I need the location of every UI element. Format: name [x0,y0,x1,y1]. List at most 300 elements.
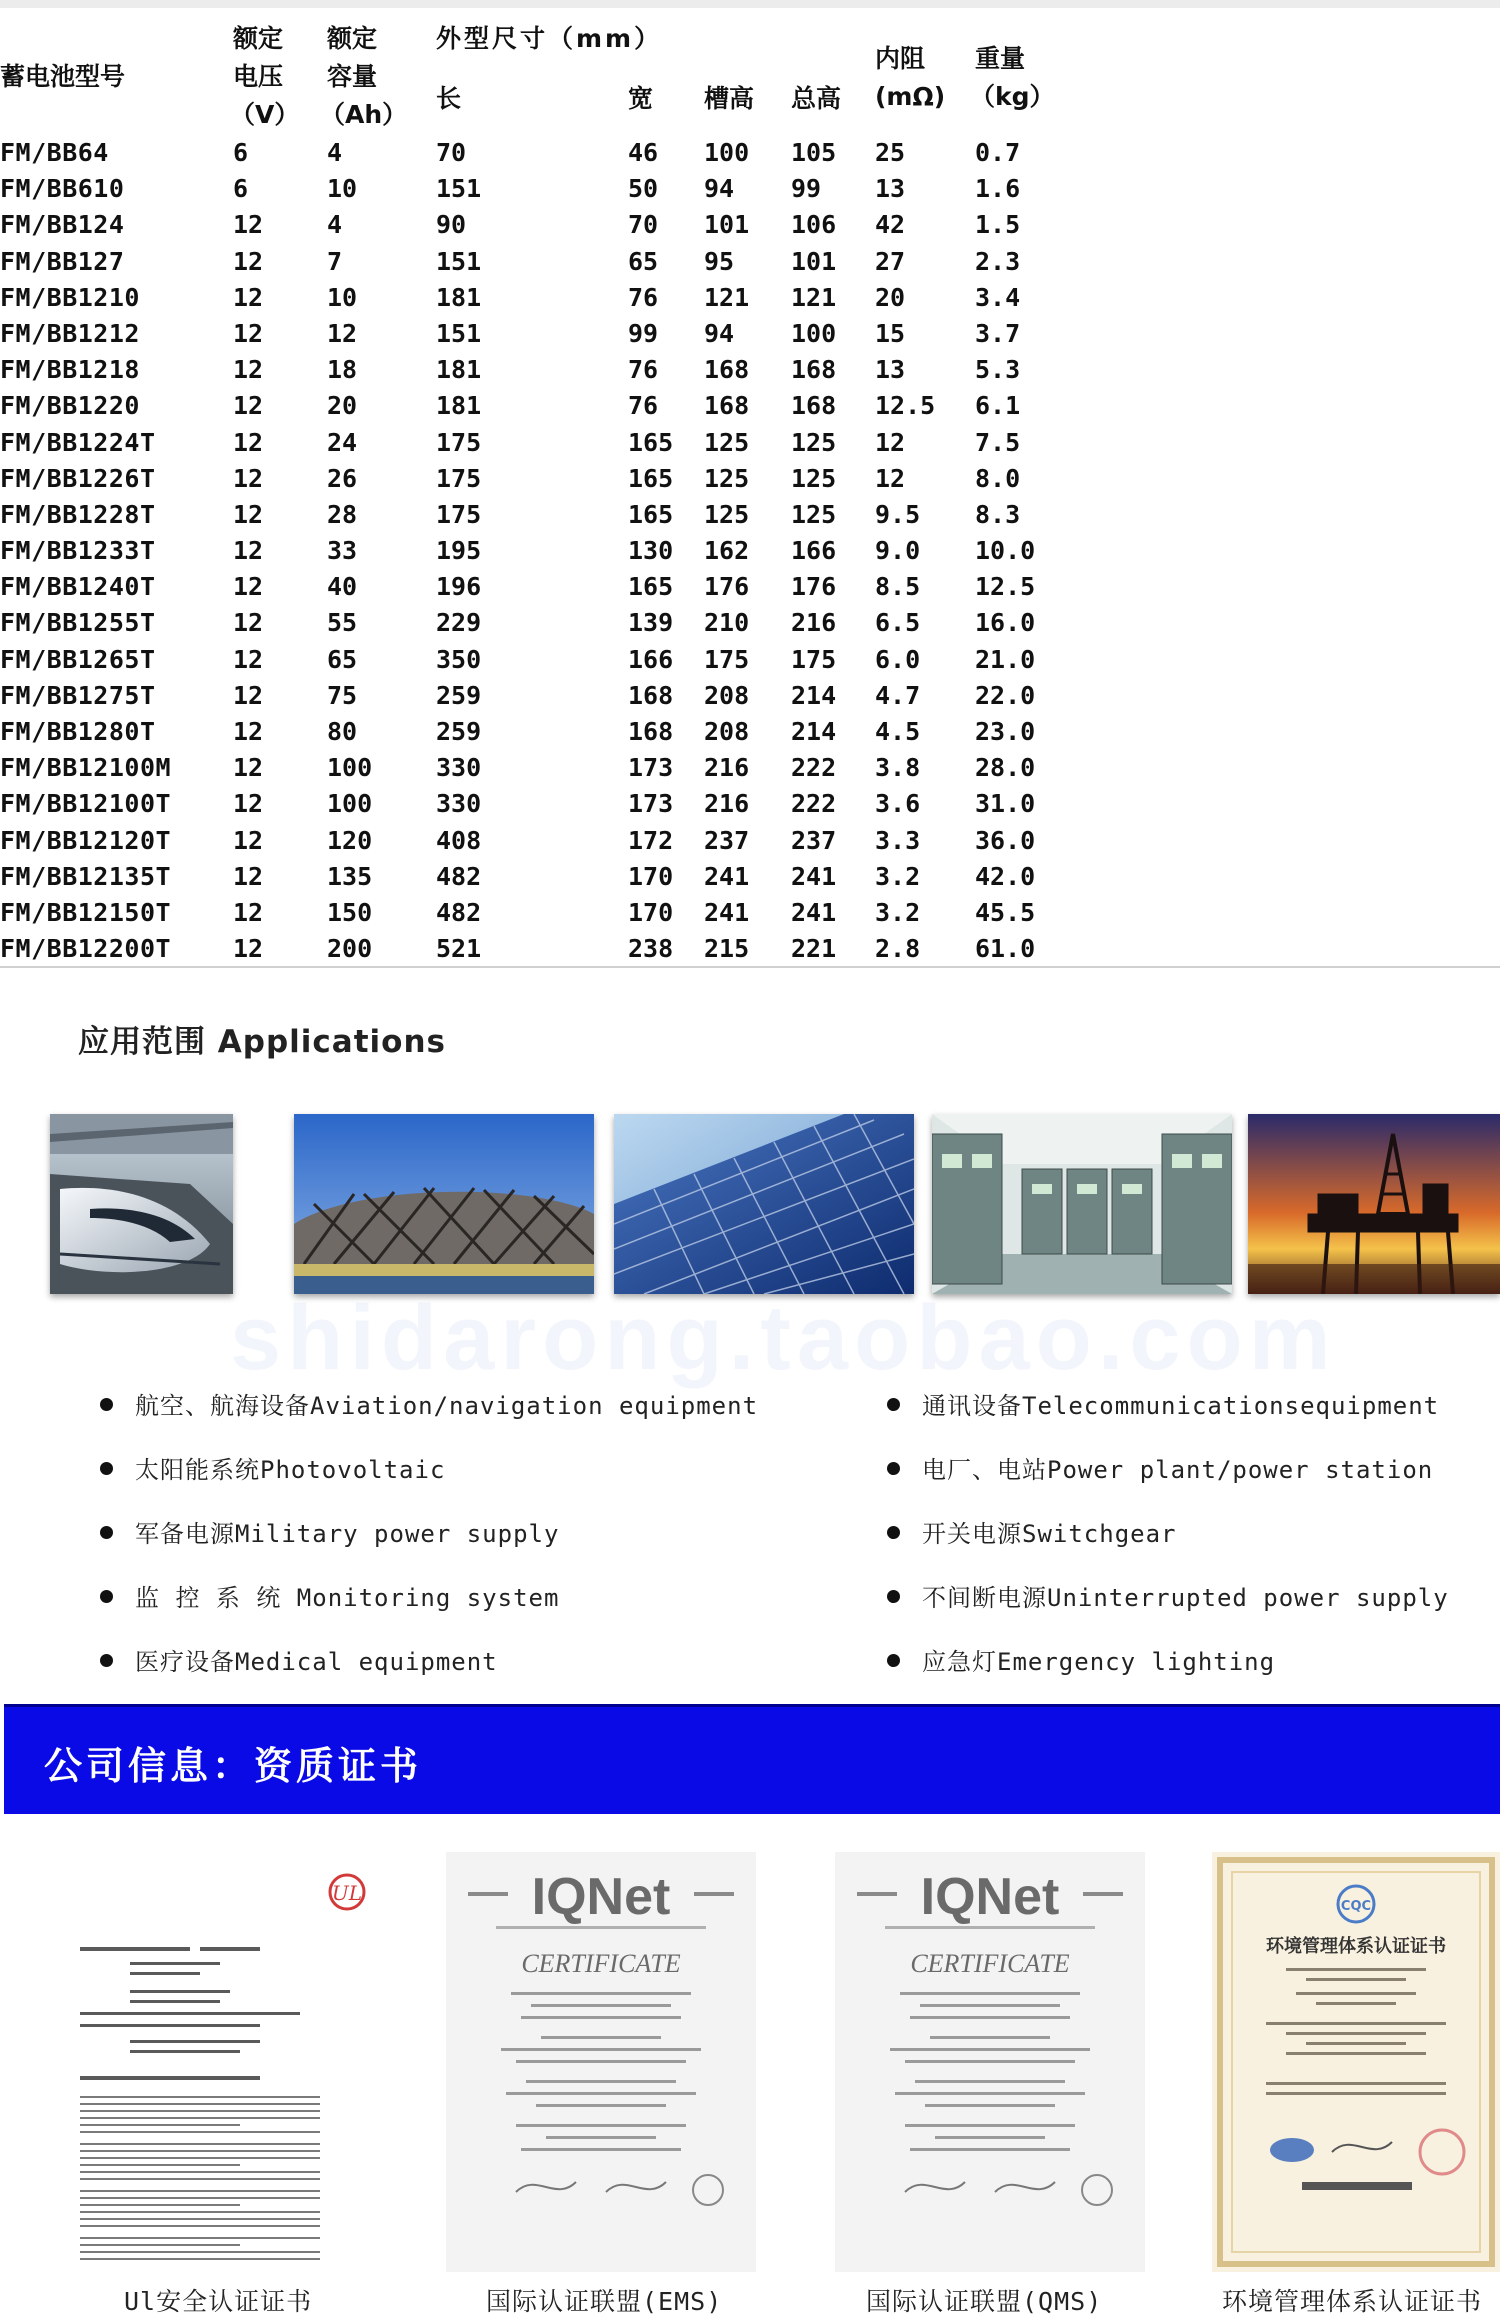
total-height-cell: 176 [791,572,837,602]
model-cell: FM/BB1218 [0,355,140,385]
table-row [0,859,1100,895]
header-voltage-line1: 额定 [233,24,284,53]
table-row [0,352,1100,388]
capacity-cell: 10 [327,282,358,312]
slot-height-cell: 162 [704,536,750,566]
capacity-cell: 18 [327,355,358,385]
certificate-iqnet-ems [446,1852,756,2272]
total-height-cell: 216 [791,608,837,638]
weight-cell: 8.0 [975,463,1021,493]
slot-height-cell: 210 [704,608,750,638]
capacity-cell: 33 [327,536,358,566]
applications-section [0,966,1500,1706]
width-cell: 76 [628,355,659,385]
total-height-cell: 222 [791,753,837,783]
resistance-cell: 3.2 [875,897,921,927]
width-cell: 165 [628,463,674,493]
weight-cell: 1.5 [975,210,1021,240]
total-height-cell: 125 [791,499,837,529]
header-weight: 重量 [975,44,1026,73]
app-item-switchgear: 开关电源Switchgear [887,1514,1177,1549]
model-cell: FM/BB1212 [0,318,140,348]
app-item-emergency-lighting: 应急灯Emergency lighting [887,1642,1275,1677]
weight-cell: 3.7 [975,318,1021,348]
table-row [0,786,1100,822]
applications-title: 应用范围 Applications [78,1024,446,1060]
model-cell: FM/BB610 [0,174,125,204]
resistance-cell: 4.7 [875,680,921,710]
photo-solar-panel [614,1114,914,1294]
resistance-cell: 3.6 [875,789,921,819]
capacity-cell: 40 [327,572,358,602]
slot-height-cell: 241 [704,897,750,927]
total-height-cell: 100 [791,318,837,348]
model-cell: FM/BB124 [0,210,125,240]
model-cell: FM/BB1226T [0,463,156,493]
photo-switchgear-room [932,1114,1232,1294]
model-cell: FM/BB1280T [0,717,156,746]
total-height-cell: 241 [791,897,837,927]
app-item-ups: 不间断电源Uninterrupted power supply [887,1578,1449,1613]
bullet-icon [100,1590,113,1603]
header-resistance: 内阻 [875,44,926,73]
slot-height-cell: 100 [704,138,750,167]
slot-height-cell: 175 [704,644,750,674]
slot-height-cell: 216 [704,789,750,819]
model-cell: FM/BB1240T [0,572,156,602]
model-cell: FM/BB1233T [0,536,156,566]
certificate-heading: CERTIFICATE [521,1949,681,1978]
total-height-cell: 101 [791,246,837,276]
model-cell: FM/BB1220 [0,391,140,421]
voltage-cell: 12 [233,572,264,602]
voltage-cell: 12 [233,355,264,385]
width-cell: 170 [628,897,674,927]
model-cell: FM/BB1224T [0,427,156,457]
resistance-cell: 13 [875,355,906,385]
weight-cell: 45.5 [975,897,1036,927]
signature-icon [995,2182,1055,2192]
width-cell: 76 [628,282,659,312]
table-row [0,425,1100,461]
length-cell: 181 [436,282,482,312]
width-cell: 65 [628,246,659,276]
table-row [0,171,1100,207]
table-row [0,895,1100,931]
length-cell: 175 [436,499,482,529]
voltage-cell: 12 [233,897,264,927]
slot-height-cell: 101 [704,210,750,240]
app-item-medical: 医疗设备Medical equipment [100,1642,498,1677]
length-cell: 181 [436,391,482,421]
total-height-cell: 125 [791,427,837,457]
app-item-telecom: 通讯设备Telecommunicationsequipment [887,1386,1439,1421]
model-cell: FM/BB1255T [0,608,156,638]
bullet-icon [887,1654,900,1667]
length-cell: 151 [436,318,482,348]
weight-cell: 7.5 [975,427,1021,457]
voltage-cell: 12 [233,391,264,421]
voltage-cell: 6 [233,174,249,204]
width-cell: 50 [628,174,659,204]
resistance-cell: 3.3 [875,825,921,855]
header-slot-height: 槽高 [704,84,755,113]
certificate-cqc-environmental [1212,1852,1500,2272]
model-cell: FM/BB12100M [0,753,172,783]
model-cell: FM/BB64 [0,138,109,167]
header-resistance-unit: (mΩ) [875,82,946,111]
weight-cell: 61.0 [975,934,1036,964]
table-row [0,750,1100,786]
width-cell: 165 [628,499,674,529]
resistance-cell: 6.5 [875,608,921,638]
voltage-cell: 12 [233,318,264,348]
capacity-cell: 24 [327,427,358,457]
voltage-cell: 12 [233,282,264,312]
capacity-cell: 26 [327,463,358,493]
signature-icon [606,2182,666,2192]
slot-height-cell: 125 [704,427,750,457]
weight-cell: 3.4 [975,282,1021,312]
resistance-cell: 3.8 [875,753,921,783]
company-info-banner [4,1704,1500,1817]
slot-height-cell: 237 [704,825,750,855]
length-cell: 196 [436,572,482,602]
capacity-cell: 80 [327,717,358,746]
weight-cell: 10.0 [975,536,1036,566]
weight-cell: 6.1 [975,391,1021,421]
slot-height-cell: 125 [704,499,750,529]
width-cell: 165 [628,572,674,602]
width-cell: 172 [628,825,674,855]
bullet-icon [100,1398,113,1411]
resistance-cell: 12 [875,427,906,457]
header-capacity-line1: 额定 [327,24,378,53]
slot-height-cell: 95 [704,246,735,276]
length-cell: 482 [436,861,482,891]
weight-cell: 12.5 [975,572,1036,602]
width-cell: 130 [628,536,674,566]
app-item-monitoring: 监 控 系 统 Monitoring system [100,1578,559,1613]
slot-height-cell: 94 [704,318,735,348]
length-cell: 70 [436,138,467,167]
certificate-ul [70,1852,380,2272]
signature-icon [516,2182,576,2192]
cqc-seal-icon [693,2175,723,2205]
iqnet-logo-icon: IQNet [531,1868,671,1926]
app-item-photovoltaic: 太阳能系统Photovoltaic [100,1450,445,1485]
total-height-cell: 241 [791,861,837,891]
voltage-cell: 12 [233,753,264,783]
app-item-military: 军备电源Military power supply [100,1514,559,1549]
width-cell: 168 [628,680,674,710]
width-cell: 165 [628,427,674,457]
certificates-section [0,1814,1500,2322]
app-item-power-plant: 电厂、电站Power plant/power station [887,1450,1433,1485]
header-voltage-line2: 电压 [233,62,284,91]
width-cell: 76 [628,391,659,421]
width-cell: 70 [628,210,659,240]
resistance-cell: 12.5 [875,391,936,421]
resistance-cell: 9.0 [875,536,921,566]
capacity-cell: 100 [327,789,373,819]
table-row [0,461,1100,497]
width-cell: 99 [628,318,659,348]
table-row [0,642,1100,678]
resistance-cell: 25 [875,138,906,167]
weight-cell: 42.0 [975,861,1036,891]
model-cell: FM/BB1228T [0,499,156,529]
voltage-cell: 12 [233,536,264,566]
voltage-cell: 6 [233,138,249,167]
iqnet-logo-icon: IQNet [920,1868,1060,1926]
weight-cell: 8.3 [975,499,1021,529]
bullet-icon [887,1398,900,1411]
slot-height-cell: 208 [704,680,750,710]
resistance-cell: 9.5 [875,499,921,529]
model-cell: FM/BB12120T [0,825,172,855]
length-cell: 181 [436,355,482,385]
length-cell: 175 [436,427,482,457]
certificate-iqnet-qms [835,1852,1145,2272]
capacity-cell: 100 [327,753,373,783]
voltage-cell: 12 [233,861,264,891]
model-cell: FM/BB12135T [0,861,172,891]
capacity-cell: 75 [327,680,358,710]
capacity-cell: 55 [327,608,358,638]
bullet-icon [100,1462,113,1475]
cqc-seal-icon [1082,2175,1112,2205]
width-cell: 168 [628,717,674,746]
certificate-heading: CERTIFICATE [910,1949,1070,1978]
table-row [0,280,1100,316]
total-height-cell: 121 [791,282,837,312]
total-height-cell: 214 [791,680,837,710]
slot-height-cell: 241 [704,861,750,891]
total-height-cell: 221 [791,934,837,964]
bullet-icon [100,1654,113,1667]
capacity-cell: 20 [327,391,358,421]
slot-height-cell: 215 [704,934,750,964]
voltage-cell: 12 [233,789,264,819]
header-length: 长 [436,84,462,113]
width-cell: 173 [628,789,674,819]
weight-cell: 23.0 [975,717,1036,746]
resistance-cell: 3.2 [875,861,921,891]
table-row [0,497,1100,533]
slot-height-cell: 121 [704,282,750,312]
length-cell: 259 [436,717,482,746]
length-cell: 350 [436,644,482,674]
photo-stadium [294,1114,594,1294]
length-cell: 521 [436,934,482,964]
capacity-cell: 4 [327,210,343,240]
watermark-text: shidarong.taobao.com [230,1287,1337,1389]
capacity-cell: 65 [327,644,358,674]
length-cell: 195 [436,536,482,566]
weight-cell: 0.7 [975,138,1021,167]
bullet-icon [887,1590,900,1603]
voltage-cell: 12 [233,825,264,855]
model-cell: FM/BB12100T [0,789,172,819]
table-row [0,823,1100,859]
table-row [0,678,1100,714]
voltage-cell: 12 [233,427,264,457]
capacity-cell: 135 [327,861,373,891]
capacity-cell: 4 [327,138,343,167]
weight-cell: 28.0 [975,753,1036,783]
width-cell: 238 [628,934,674,964]
iaf-logo-icon [1270,2138,1314,2162]
width-cell: 166 [628,644,674,674]
table-row [0,316,1100,352]
table-row [0,244,1100,280]
length-cell: 330 [436,753,482,783]
length-cell: 151 [436,246,482,276]
total-height-cell: 237 [791,825,837,855]
capacity-cell: 10 [327,174,358,204]
total-height-cell: 106 [791,210,837,240]
length-cell: 90 [436,210,467,240]
header-model: 蓄电池型号 [0,62,126,91]
capacity-cell: 200 [327,934,373,964]
total-height-cell: 175 [791,644,837,674]
model-cell: FM/BB12150T [0,897,172,927]
resistance-cell: 27 [875,246,906,276]
header-width: 宽 [628,84,654,113]
table-row [0,135,1100,171]
red-seal-icon [1420,2130,1464,2174]
header-capacity-line2: 容量 [327,62,378,91]
length-cell: 229 [436,608,482,638]
weight-cell: 31.0 [975,789,1036,819]
voltage-cell: 12 [233,608,264,638]
total-height-cell: 166 [791,536,837,566]
voltage-cell: 12 [233,463,264,493]
voltage-cell: 12 [233,717,264,746]
total-height-cell: 222 [791,789,837,819]
certificate-caption-environmental: 环境管理体系认证证书 [1222,2287,1483,2316]
model-cell: FM/BB1265T [0,644,156,674]
capacity-cell: 150 [327,897,373,927]
header-voltage-unit: （V） [230,100,300,129]
weight-cell: 2.3 [975,246,1021,276]
weight-cell: 1.6 [975,174,1021,204]
width-cell: 170 [628,861,674,891]
resistance-cell: 42 [875,210,906,240]
length-cell: 259 [436,680,482,710]
resistance-cell: 15 [875,318,906,348]
certificate-caption-ems: 国际认证联盟(EMS) [486,2287,723,2316]
svg-text:CQC: CQC [1340,1899,1372,1914]
bullet-icon [887,1526,900,1539]
length-cell: 408 [436,825,482,855]
total-height-cell: 105 [791,138,837,167]
weight-cell: 21.0 [975,644,1036,674]
width-cell: 173 [628,753,674,783]
slot-height-cell: 216 [704,753,750,783]
width-cell: 139 [628,608,674,638]
weight-cell: 5.3 [975,355,1021,385]
table-row [0,605,1100,641]
header-weight-unit: （kg） [970,82,1055,111]
certificate-caption-ul: Ul安全认证证书 [124,2287,313,2316]
slot-height-cell: 125 [704,463,750,493]
ul-logo-icon: UL [331,1881,363,1905]
model-cell: FM/BB1275T [0,680,156,710]
total-height-cell: 214 [791,717,837,746]
slot-height-cell: 94 [704,174,735,204]
total-height-cell: 168 [791,355,837,385]
bullet-icon [887,1462,900,1475]
table-row [0,388,1100,424]
signature-icon [1332,2142,1392,2152]
length-cell: 175 [436,463,482,493]
header-total-height: 总高 [791,84,842,113]
weight-cell: 22.0 [975,680,1036,710]
weight-cell: 16.0 [975,608,1036,638]
photo-oil-rig-sunset [1248,1114,1500,1294]
capacity-cell: 7 [327,246,343,276]
total-height-cell: 125 [791,463,837,493]
voltage-cell: 12 [233,210,264,240]
model-cell: FM/BB12200T [0,934,172,964]
bullet-icon [100,1526,113,1539]
capacity-cell: 28 [327,499,358,529]
length-cell: 330 [436,789,482,819]
model-cell: FM/BB127 [0,246,125,276]
voltage-cell: 12 [233,644,264,674]
slot-height-cell: 208 [704,717,750,746]
voltage-cell: 12 [233,680,264,710]
resistance-cell: 6.0 [875,644,921,674]
resistance-cell: 20 [875,282,906,312]
resistance-cell: 4.5 [875,717,921,746]
voltage-cell: 12 [233,934,264,964]
photo-high-speed-train [50,1114,233,1294]
spec-table-body [0,135,1100,967]
certificate-caption-qms: 国际认证联盟(QMS) [866,2287,1103,2316]
model-cell: FM/BB1210 [0,282,140,312]
total-height-cell: 99 [791,174,822,204]
capacity-cell: 12 [327,318,358,348]
capacity-cell: 120 [327,825,373,855]
length-cell: 151 [436,174,482,204]
table-row [0,533,1100,569]
table-row [0,569,1100,605]
width-cell: 46 [628,138,659,167]
app-item-aviation: 航空、航海设备Aviation/navigation equipment [100,1386,758,1421]
slot-height-cell: 168 [704,391,750,421]
signature-icon [905,2182,965,2192]
slot-height-cell: 176 [704,572,750,602]
table-row [0,714,1100,750]
voltage-cell: 12 [233,246,264,276]
slot-height-cell: 168 [704,355,750,385]
battery-spec-table [0,0,1500,966]
resistance-cell: 12 [875,463,906,493]
header-dimensions-group: 外型尺寸（mm） [436,24,663,53]
table-row [0,931,1100,967]
table-row [0,207,1100,243]
length-cell: 482 [436,897,482,927]
resistance-cell: 13 [875,174,906,204]
resistance-cell: 8.5 [875,572,921,602]
weight-cell: 36.0 [975,825,1036,855]
total-height-cell: 168 [791,391,837,421]
company-info-title: 公司信息：资质证书 [44,1744,423,1788]
voltage-cell: 12 [233,499,264,529]
